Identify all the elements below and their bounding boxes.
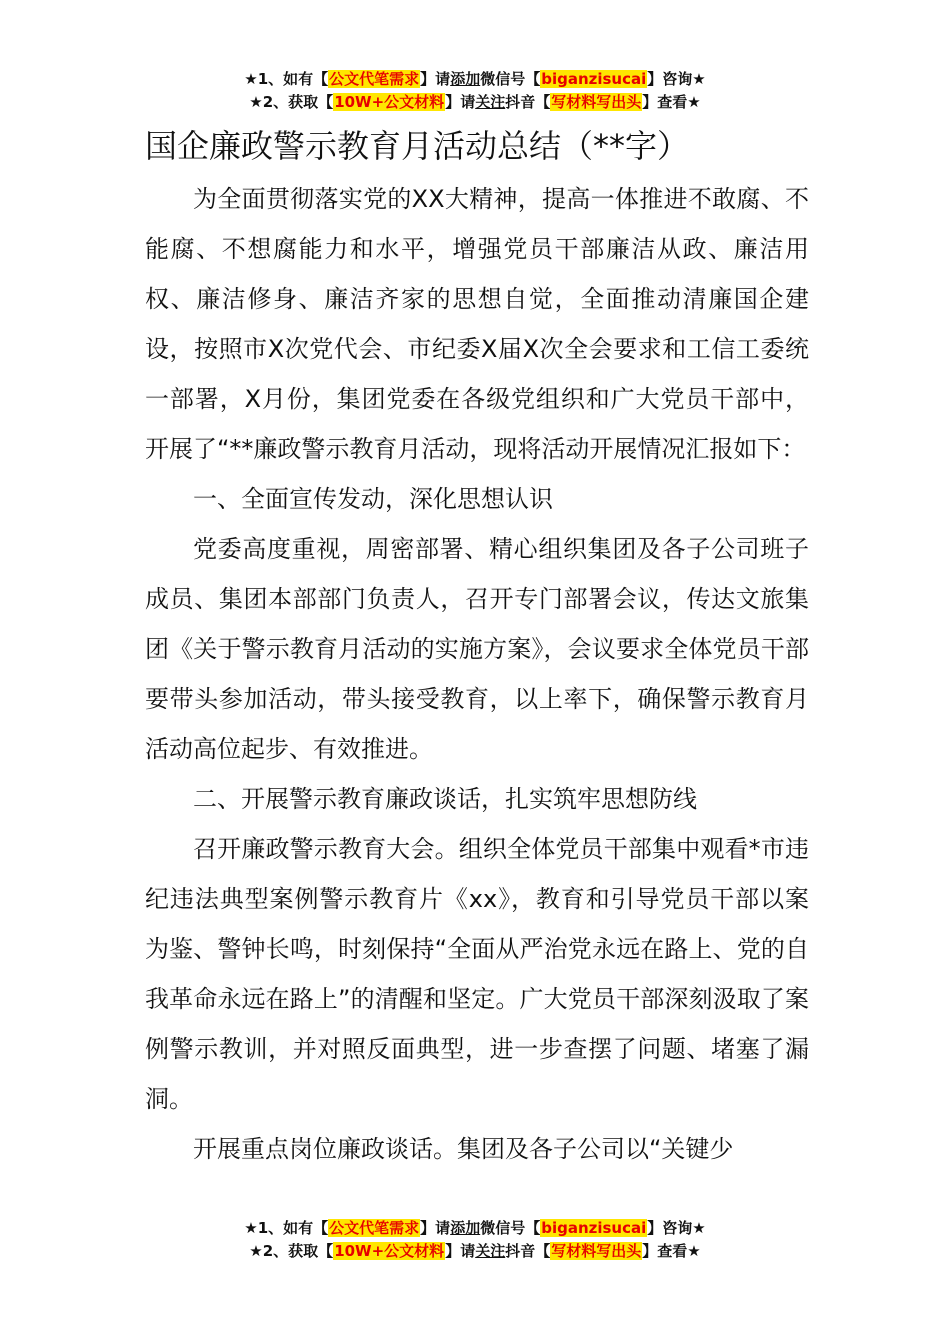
- promo-highlight: biganzisucai: [541, 70, 647, 88]
- section-1-heading: 一、全面宣传发动，深化思想认识: [193, 485, 553, 513]
- section-2-paragraph-1: 召开廉政警示教育大会。组织全体党员干部集中观看*市违纪违法典型案例警示教育片《xx》，教育和引导党员干部以案为鉴、警钟长鸣，时刻保持“全面从严治党永远在路上、党的自我革命永远在路上”的清醒和坚定。广大党员干部深刻汲取了案例警示教训，并对照反面典型，进一步查摆了问题、堵塞了漏洞。: [145, 835, 809, 1113]
- promo-line-2: ★2、获取【10W+公文材料】请关注抖音【写材料写出头】查看★: [249, 93, 701, 111]
- promo-highlight: 10W+公文材料: [334, 1242, 445, 1260]
- document-body: [145, 124, 809, 1174]
- promo-highlight: 公文代笔需求: [329, 1219, 420, 1237]
- footer-promo-banner: [0, 1217, 950, 1263]
- promo-highlight: 写材料写出头: [551, 1242, 642, 1260]
- promo-line-1: ★1、如有【公文代笔需求】请添加微信号【biganzisucai】咨询★: [244, 1219, 706, 1237]
- promo-highlight: 10W+公文材料: [334, 93, 445, 111]
- promo-highlight: 公文代笔需求: [329, 70, 420, 88]
- intro-paragraph: 为全面贯彻落实党的XX大精神，提高一体推进不敢腐、不能腐、不想腐能力和水平，增强党员干部廉洁从政、廉洁用权、廉洁修身、廉洁齐家的思想自觉，全面推动清廉国企建设，按照市X次党代会、市纪委X届X次全会要求和工信工委统一部署，X月份，集团党委在各级党组织和广大党员干部中，开展了“**廉政警示教育月活动，现将活动开展情况汇报如下：: [145, 185, 809, 463]
- promo-line-1: ★1、如有【公文代笔需求】请添加微信号【biganzisucai】咨询★: [244, 70, 706, 88]
- promo-highlight: 写材料写出头: [551, 93, 642, 111]
- section-2-heading: 二、开展警示教育廉政谈话，扎实筑牢思想防线: [193, 785, 697, 813]
- header-promo-banner: [0, 68, 950, 114]
- promo-highlight: biganzisucai: [541, 1219, 647, 1237]
- document-title: 国企廉政警示教育月活动总结（**字）: [145, 127, 690, 165]
- section-1-paragraph: 党委高度重视，周密部署、精心组织集团及各子公司班子成员、集团本部部门负责人，召开专门部署会议，传达文旅集团《关于警示教育月活动的实施方案》，会议要求全体党员干部要带头参加活动，带头接受教育，以上率下，确保警示教育月活动高位起步、有效推进。: [145, 535, 809, 763]
- promo-line-2: ★2、获取【10W+公文材料】请关注抖音【写材料写出头】查看★: [249, 1242, 701, 1260]
- section-2-paragraph-2: 开展重点岗位廉政谈话。集团及各子公司以“关键少: [193, 1135, 734, 1163]
